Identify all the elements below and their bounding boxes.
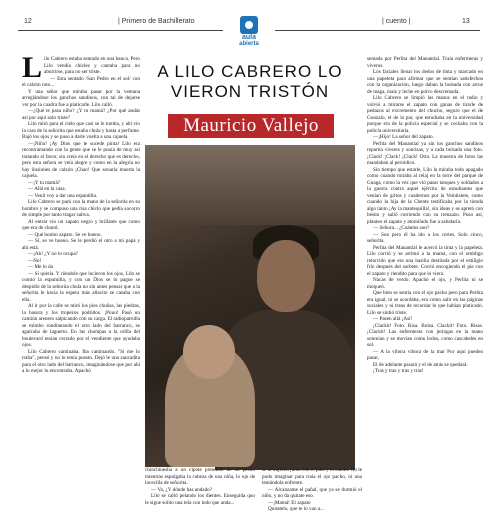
header-rule-right bbox=[275, 30, 480, 31]
drop-cap: L bbox=[22, 51, 43, 84]
left-paragraph: —¿Qué te pasa niño? ¿Y tu mamá? ¿Por qué andás así por aquí solo triste? bbox=[22, 108, 140, 121]
logo-line-1: aula bbox=[241, 34, 256, 41]
logo-line-2: abierta bbox=[239, 41, 259, 47]
header-rule-left bbox=[18, 30, 223, 31]
right-paragraph: Lilo Cabrero se limpió las manos en el radio y volvió a mirarse el zapato con ganas de tirarle de pedazos al excremento del chucho, seguro que el de Gonzalo, el de la par, que estudiaba en la universidad porque era de la policía especial y se cochaba con la policía universitaria. bbox=[367, 95, 483, 134]
middle-bottom-left-column bbox=[145, 467, 255, 506]
left-paragraph: —¡Y tu mamá? bbox=[28, 179, 61, 186]
right-paragraph: sentada por Perlita del Manantial. Traía enfermeras y viveros. bbox=[367, 56, 483, 69]
right-column bbox=[367, 56, 483, 496]
photo-background bbox=[145, 145, 355, 225]
left-paragraph: Lilo Cabrero se paró con la mano de la señorita en su hombro y se compuso una risa chiclo que pedía socorro de simple por tanto tragar saliva. bbox=[22, 199, 140, 218]
left-paragraph: Lilo miró para el cielo que casi se le tumba, y ahí vio la cara de la señorita que estaba chula y hasta a perfume. Bajó los ojos y se puso a darle vuelta a una cajuela. bbox=[22, 121, 140, 140]
right-paragraph: Perlita del Manantial ya sin los ganchos sandinos repartía víveres y sonrisas, y a cada bolsada una foto. ¡Clack! ¡Clack! ¡Clack! Otra. La muestra de fotos las mandaban al periódico. bbox=[367, 140, 483, 166]
right-paragraph: Perlita del Manantial le acercó la tinta y la papeleta. Lilo corrió y se arrimó a la mamá, con el ombligo retorcido que era una basilia destilada por el estiligio frío después del sorbete. Corrió encogiendo el pie con el zapato y riendito para que lo viera. bbox=[367, 244, 483, 277]
left-paragraph: Al ir por la calle se miró los pies chuñas, las piedras, la basura y los tropezos podridos. ¡Puuu! Pasó un camión arenero salpicando con su carga. El radiopatrulla se mimbo rondineando el otro lado del barranco, se agarraba de laguerto. En las chompas a la orilla del boulevard tenían cerrado por el vendiente que ayudaba ojos. bbox=[22, 303, 140, 348]
left-paragraph: — Esta sentado /San Pedro en el sol/ con el calzón roto... bbox=[22, 75, 140, 88]
middle-paragraph: Quitatelo, que te lo van a... bbox=[268, 506, 325, 512]
left-paragraph: Y una señor que miraba pasar por la ventana arreglándose los ganchos sandinos, con tal de dejarse ver por la cuadra fue a platicarle. Lilo calló. bbox=[22, 88, 140, 108]
aula-abierta-logo-icon bbox=[240, 16, 258, 34]
right-paragraph: ¡Clackit! Foto. Risa. Bolsa. Clackit! Foto. Risas. ¡Clackit! Las enfermeras con jeringas en la mano sonreían y se movían como lodos, como cascabeles en sol. bbox=[367, 322, 483, 348]
right-paragraph: — Señora... ¿Cuántos son? bbox=[373, 225, 430, 231]
left-paragraph-0-text: ilo Cabrero estaba sentado en una banca. Pero Lilo vendía chicles y cantaba para no aburrirse, para no ser triste. bbox=[44, 56, 140, 75]
middle-paragraph: —¡Mamá! El zapato bbox=[268, 499, 311, 506]
magazine-logo bbox=[229, 16, 269, 48]
left-paragraph: —¡Niño! ¡Ay Dios que le sucede pinta! Lilo era recontramando con la gente que se le ponía de muy así tratando el favor, sin creía en el derecho que es derecho, pero esta señora se veía alegre y como en la alegría no hay ilusiones de calzón ¡Chao! Que sonaría muerta la cajuela. bbox=[22, 140, 140, 179]
left-paragraph: Lilo Cabrero caminaba. Iba caminando. "Si me lo traba", pensó y no lo tenía puesto. Dejó le una zancadita para el otro lado del barranco, imaginándose que por ahí a lo mejor lo encontraba. Apachó bbox=[22, 348, 140, 374]
section-label-left-text: Primero de Bachillerato bbox=[121, 18, 195, 25]
section-label-right-text: cuento bbox=[385, 18, 407, 25]
middle-paragraph: Lilo se calló pelando los dientes. Enseguida quo le sigue solito una tela con lodo que anda... bbox=[145, 493, 255, 506]
author-name: Mauricio Vallejo bbox=[168, 114, 334, 138]
middle-paragraph: — Alcanzame el pañal, que ya se durmió el niño, y no da quitate eso. bbox=[262, 486, 362, 499]
left-paragraph: —No! bbox=[28, 257, 42, 264]
article-title: A LILO CABRERO LO VIERON TRISTÓN bbox=[157, 62, 343, 101]
photo-child-head bbox=[183, 325, 235, 379]
left-paragraph: — Qué bonito zapato. Se ve bueno. bbox=[28, 231, 102, 238]
page-number-right: 13 bbox=[462, 18, 470, 25]
right-paragraph: Nacas de verdo. Apachó el ojo, y Perlita ni se moqueó. bbox=[367, 277, 483, 290]
right-paragraph: — A la vibora vibora de la mar Por aquí pueden pasar, bbox=[367, 348, 483, 361]
right-paragraph: El de adelante pasará y el de atrás se quedará. bbox=[373, 361, 468, 368]
right-paragraph: — Pasen allá ¡Así! bbox=[373, 316, 413, 322]
left-paragraph: — Allá en la casa. bbox=[28, 186, 66, 192]
right-paragraph: —¡Hijo! La señor del zapato. bbox=[373, 134, 434, 140]
photo-man-head bbox=[257, 240, 315, 312]
middle-paragraph: chinchinesba a un cipote prendido de su pecho mientras espulgaba la cabeza de una niña, lo ojo de lucecilla de señorita. bbox=[145, 467, 255, 486]
left-paragraph: Al entrar vio un zapato negro y brillante que como que era de charol. bbox=[22, 218, 140, 231]
right-paragraph: Sin tiempo que estarle, Lilo la miraba todo apagado como cuando miraba al relaj en la torre del parque de Guaga, como la vez que vió pasar tanques y soldados a la guerra contra aquel ejército de estudiantes que venían de gritos y cuadernos por la Veintisiete, como cuando la hija de la Chente testificaba por la tienda algo tanto ¡Ay la mantequilla!, sin ideas y se apretó con besito y salió corriendo con su trenzazo. Puso así, planteo el zapato y atornilado fue a saludarla. bbox=[367, 166, 483, 225]
section-label-left: | Primero de Bachillerato bbox=[118, 18, 195, 25]
page-number-left: 12 bbox=[24, 18, 32, 25]
left-column bbox=[22, 51, 140, 496]
middle-bottom-right-column bbox=[262, 467, 362, 512]
left-paragraph: — Me lo da bbox=[28, 264, 53, 270]
middle-paragraph: — Va, ¿Y dónde has andado? bbox=[151, 486, 213, 493]
article-photo bbox=[145, 145, 355, 467]
right-paragraph: Los faciales llenar los dedos de tinta y marcado en una papeleta para afirmar que se sentían satisfechos con la organización, luego daban la bolsada con arroz de maga, maíz y leche en polvo descremada. bbox=[367, 69, 483, 95]
right-paragraph: — Son pero él ha ido a los cortes. Solo cinco, señorita. bbox=[367, 231, 483, 244]
right-paragraph: ¡Tras y tras y tras y tras! bbox=[373, 368, 424, 374]
right-paragraph: Que bien se sentía con el ojo pacho pero para Perlita era igual, ni se acordaba, era como salir en las páginas sociales y ni trans de recordar lo que habían platicado. Lilo se sintió triste. bbox=[367, 290, 483, 316]
left-paragraph: — Sí quería. Y riéndole que lucieron los ojos, Lilo se comió la espumilla, y con un Dios se lo pague se despidió de la señorita chula no sin antes pensar que a la señorita le hacía la espera más allacito se casaba con ella. bbox=[22, 270, 140, 303]
middle-paragraph: se la trajeron junto con el pato y el candil. No le pudo imaginar para traía el ojo pacho, ni una tentándola enfrente. bbox=[262, 467, 362, 486]
left-paragraph: —¡Ah! ¿Y no lo ocupa? bbox=[28, 251, 78, 257]
left-paragraph: — Sí, se ve bueno. Se le perdió el otro a mi papá y ahí está. bbox=[22, 238, 140, 251]
section-label-right: | cuento | bbox=[382, 18, 411, 25]
left-paragraph: — Venil voy a dar una espantilla. bbox=[28, 192, 98, 199]
